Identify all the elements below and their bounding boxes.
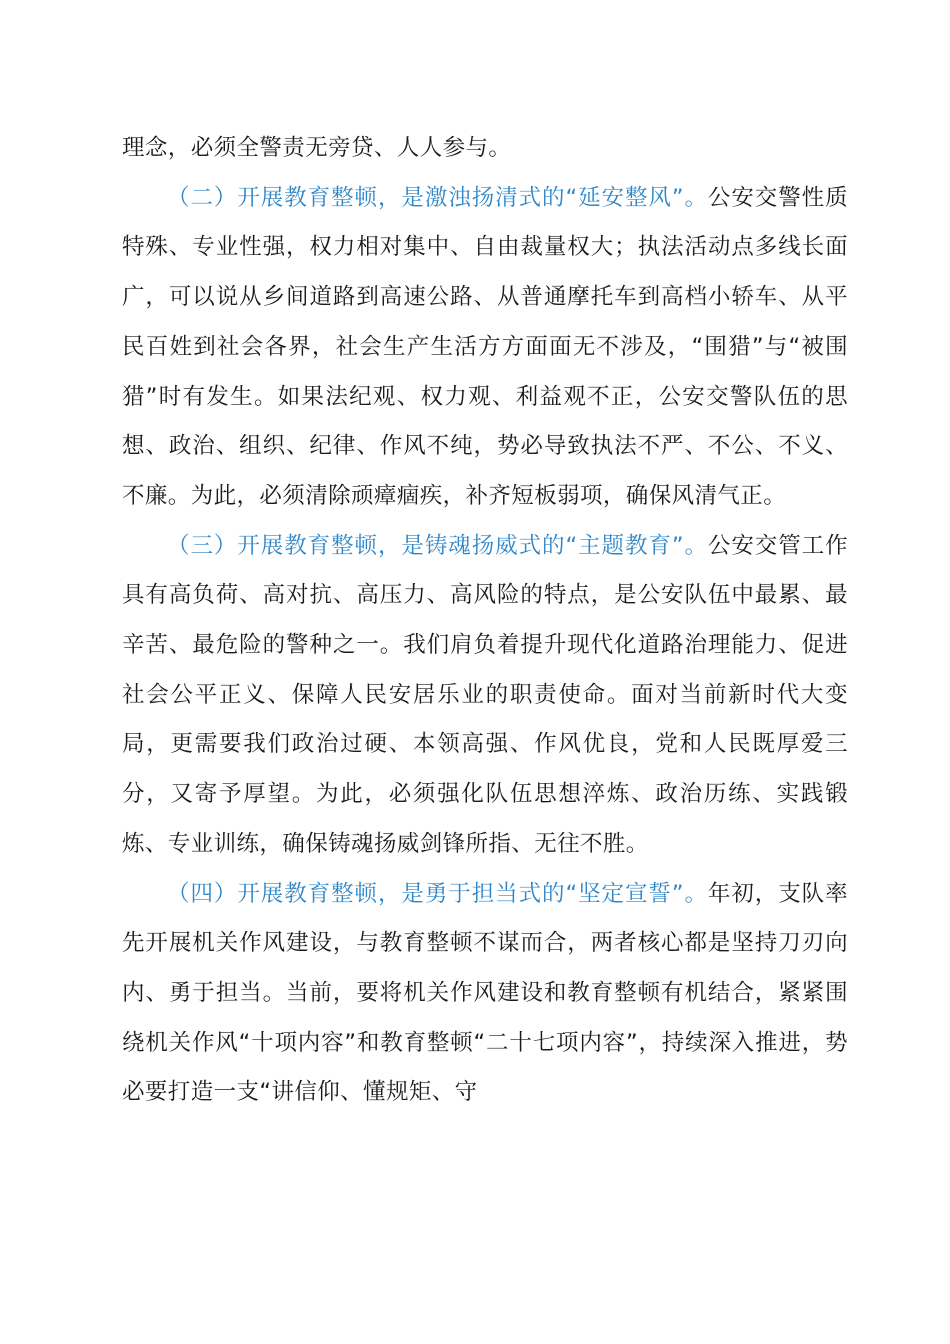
paragraph-2-heading: （二）开展教育整顿，是激浊扬清式的“延安整风”。 xyxy=(167,184,708,211)
paragraph-4-text: 年初，支队率先开展机关作风建设，与教育整顿不谋而合，两者核心都是坚持刀刃向内、勇于担当。当前，要将机关作风建设和教育整顿有机结合，紧紧围绕机关作风“十项内容”和教育整顿“二十七项内容”，持续深入推进，势必要打造一支“讲信仰、懂规矩、守 xyxy=(122,880,848,1106)
paragraph-2-text: 公安交警性质特殊、专业性强，权力相对集中、自由裁量权大；执法活动点多线长面广，可以说从乡间道路到高速公路、从普通摩托车到高档小轿车、从平民百姓到社会各界，社会生产生活方方面面无不涉及，“围猎”与“被围猎”时有发生。如果法纪观、权力观、利益观不正，公安交警队伍的思想、政治、组织、纪律、作风不纯，势必导致执法不严、不公、不义、不廉。为此，必须清除顽瘴痼疾，补齐短板弱项，确保风清气正。 xyxy=(122,184,848,509)
paragraph-1 xyxy=(122,124,848,174)
paragraph-4-heading: （四）开展教育整顿，是勇于担当式的“坚定宣誓”。 xyxy=(167,880,708,907)
paragraph-3-heading: （三）开展教育整顿，是铸魂扬威式的“主题教育”。 xyxy=(167,532,708,559)
paragraph-3-text: 公安交管工作具有高负荷、高对抗、高压力、高风险的特点，是公安队伍中最累、最辛苦、最危险的警种之一。我们肩负着提升现代化道路治理能力、促进社会公平正义、保障人民安居乐业的职责使命。面对当前新时代大变局，更需要我们政治过硬、本领高强、作风优良，党和人民既厚爱三分，又寄予厚望。为此，必须强化队伍思想淬炼、政治历练、实践锻炼、专业训练，确保铸魂扬威剑锋所指、无往不胜。 xyxy=(122,532,848,857)
paragraph-2 xyxy=(122,174,848,522)
paragraph-4 xyxy=(122,870,848,1119)
paragraph-3 xyxy=(122,522,848,870)
paragraph-1-text: 理念，必须全警责无旁贷、人人参与。 xyxy=(122,135,512,161)
document-body xyxy=(122,124,848,1118)
